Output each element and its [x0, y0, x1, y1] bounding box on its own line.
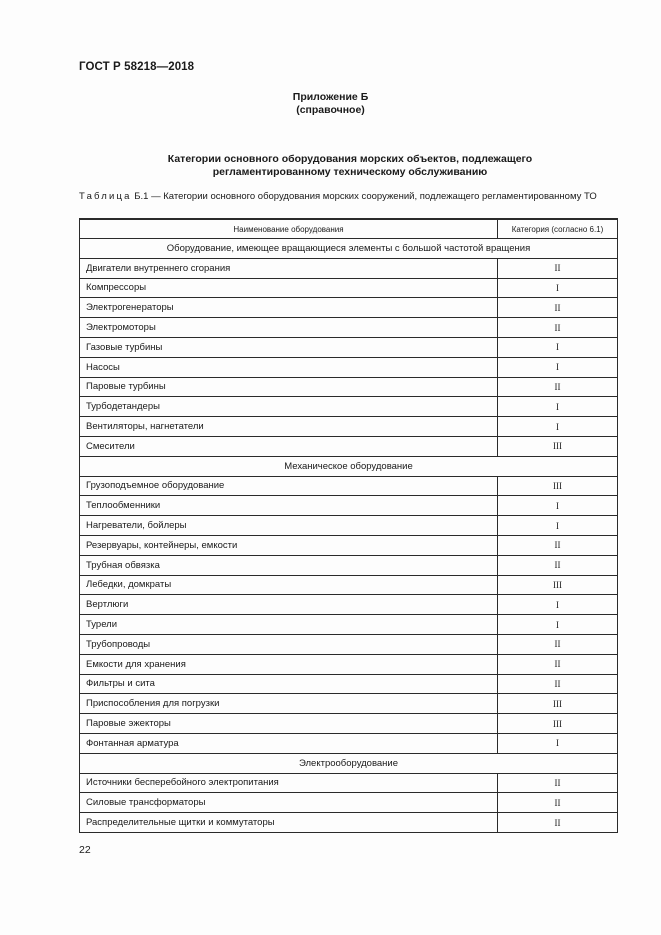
- equipment-category-table: [79, 218, 618, 833]
- equipment-name-cell: Турбодетандеры: [80, 397, 498, 417]
- equipment-name-cell: Электромоторы: [80, 318, 498, 338]
- equipment-name-cell: Турели: [80, 615, 498, 635]
- category-cell: I: [498, 733, 618, 753]
- section-title: Механическое оборудование: [80, 456, 618, 476]
- category-cell: II: [498, 258, 618, 278]
- table-caption-number: Б.1: [134, 191, 149, 202]
- table-row: [80, 298, 618, 318]
- column-header-category: Категория (согласно 6.1): [498, 219, 618, 239]
- page-number: 22: [79, 844, 91, 856]
- category-cell: II: [498, 377, 618, 397]
- table-row: [80, 516, 618, 536]
- category-cell: I: [498, 516, 618, 536]
- table-row: [80, 496, 618, 516]
- category-cell: II: [498, 555, 618, 575]
- category-cell: I: [498, 357, 618, 377]
- equipment-name-cell: Распределительные щитки и коммутаторы: [80, 813, 498, 833]
- equipment-name-cell: Паровые турбины: [80, 377, 498, 397]
- table-row: [80, 436, 618, 456]
- table-row: [80, 595, 618, 615]
- column-header-equipment: Наименование оборудования: [80, 219, 498, 239]
- table-row: [80, 476, 618, 496]
- category-cell: III: [498, 694, 618, 714]
- table-row: [80, 278, 618, 298]
- section-row: [80, 753, 618, 773]
- equipment-name-cell: Емкости для хранения: [80, 654, 498, 674]
- equipment-name-cell: Грузоподъемное оборудование: [80, 476, 498, 496]
- category-cell: II: [498, 674, 618, 694]
- equipment-name-cell: Компрессоры: [80, 278, 498, 298]
- table-row: [80, 397, 618, 417]
- category-cell: III: [498, 476, 618, 496]
- appendix-heading: [0, 91, 661, 117]
- category-cell: II: [498, 793, 618, 813]
- category-cell: II: [498, 634, 618, 654]
- equipment-name-cell: Двигатели внутреннего сгорания: [80, 258, 498, 278]
- category-cell: I: [498, 496, 618, 516]
- category-cell: I: [498, 337, 618, 357]
- appendix-title: Приложение Б: [292, 91, 369, 103]
- category-cell: I: [498, 397, 618, 417]
- equipment-name-cell: Насосы: [80, 357, 498, 377]
- section-row: [80, 456, 618, 476]
- equipment-name-cell: Нагреватели, бойлеры: [80, 516, 498, 536]
- section-row: [80, 239, 618, 259]
- table-row: [80, 813, 618, 833]
- table-row: [80, 674, 618, 694]
- category-cell: II: [498, 813, 618, 833]
- category-cell: III: [498, 436, 618, 456]
- table-row: [80, 357, 618, 377]
- table-row: [80, 377, 618, 397]
- table-header-row: [80, 219, 618, 239]
- equipment-name-cell: Теплообменники: [80, 496, 498, 516]
- category-cell: III: [498, 575, 618, 595]
- table-caption-text: — Категории основного оборудования морских сооружений, подлежащего регламентированному ТО: [148, 191, 597, 202]
- equipment-name-cell: Приспособления для погрузки: [80, 694, 498, 714]
- category-cell: I: [498, 615, 618, 635]
- equipment-name-cell: Источники бесперебойного электропитания: [80, 773, 498, 793]
- standard-designation: ГОСТ Р 58218—2018: [79, 61, 195, 73]
- table-row: [80, 654, 618, 674]
- table-body: [80, 239, 618, 833]
- equipment-name-cell: Вентиляторы, нагнетатели: [80, 417, 498, 437]
- category-cell: II: [498, 298, 618, 318]
- table-row: [80, 535, 618, 555]
- equipment-name-cell: Газовые турбины: [80, 337, 498, 357]
- table-row: [80, 417, 618, 437]
- table-row: [80, 773, 618, 793]
- table-row: [80, 733, 618, 753]
- category-cell: II: [498, 773, 618, 793]
- category-cell: II: [498, 654, 618, 674]
- category-cell: I: [498, 417, 618, 437]
- table-row: [80, 714, 618, 734]
- equipment-name-cell: Лебедки, домкраты: [80, 575, 498, 595]
- equipment-name-cell: Фильтры и сита: [80, 674, 498, 694]
- table-row: [80, 555, 618, 575]
- equipment-name-cell: Фонтанная арматура: [80, 733, 498, 753]
- category-cell: II: [498, 318, 618, 338]
- equipment-name-cell: Трубопроводы: [80, 634, 498, 654]
- table-row: [80, 258, 618, 278]
- table-caption-label: Таблица: [79, 191, 132, 202]
- table-caption: [79, 191, 619, 203]
- appendix-type: (справочное): [296, 104, 365, 116]
- table-row: [80, 694, 618, 714]
- category-cell: III: [498, 714, 618, 734]
- table-row: [80, 318, 618, 338]
- category-cell: I: [498, 595, 618, 615]
- document-title-line1: Категории основного оборудования морских объектов, подлежащего: [167, 153, 533, 165]
- table-row: [80, 793, 618, 813]
- category-cell: II: [498, 535, 618, 555]
- equipment-name-cell: Электрогенераторы: [80, 298, 498, 318]
- document-title-line2: регламентированному техническому обслуживанию: [212, 166, 488, 178]
- equipment-name-cell: Смесители: [80, 436, 498, 456]
- equipment-name-cell: Паровые эжекторы: [80, 714, 498, 734]
- equipment-name-cell: Вертлюги: [80, 595, 498, 615]
- table-row: [80, 615, 618, 635]
- section-title: Оборудование, имеющее вращающиеся элементы с большой частотой вращения: [80, 239, 618, 259]
- equipment-name-cell: Силовые трансформаторы: [80, 793, 498, 813]
- equipment-name-cell: Резервуары, контейнеры, емкости: [80, 535, 498, 555]
- category-cell: I: [498, 278, 618, 298]
- table-row: [80, 337, 618, 357]
- equipment-name-cell: Трубная обвязка: [80, 555, 498, 575]
- document-title: [90, 153, 610, 179]
- table-row: [80, 634, 618, 654]
- section-title: Электрооборудование: [80, 753, 618, 773]
- table-row: [80, 575, 618, 595]
